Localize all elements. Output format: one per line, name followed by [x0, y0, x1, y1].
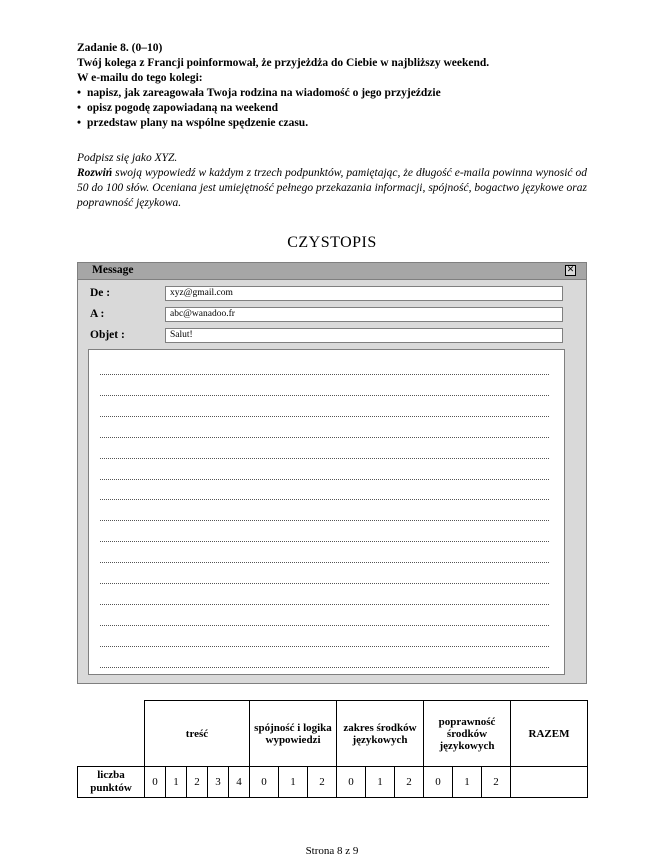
writing-line [100, 625, 549, 626]
writing-line [100, 499, 549, 500]
de-label: De : [90, 287, 111, 299]
header-tresc: treść [145, 701, 250, 767]
objet-label: Objet : [90, 329, 125, 341]
task-bullet: • napisz, jak zareagowała Twoja rodzina na wiadomość o jego przyjeździe [77, 86, 592, 101]
points-cell: 3 [208, 767, 229, 798]
points-cell: 0 [145, 767, 166, 798]
email-window [77, 262, 587, 684]
page-footer: Strona 8 z 9 [305, 845, 359, 857]
message-body-area[interactable] [88, 349, 565, 675]
writing-line [100, 479, 549, 480]
task-heading: Zadanie 8. (0–10) [77, 42, 163, 54]
points-cell: 1 [453, 767, 482, 798]
row-label: liczba punktów [78, 767, 145, 798]
points-cell: 2 [482, 767, 511, 798]
points-cell: 2 [187, 767, 208, 798]
writing-line [100, 437, 549, 438]
razem-cell[interactable] [511, 767, 588, 798]
writing-line [100, 562, 549, 563]
section-title: CZYSTOPIS [287, 234, 377, 251]
writing-line [100, 416, 549, 417]
objet-field[interactable]: Salut! [165, 328, 563, 343]
task-bullet: • przedstaw plany na wspólne spędzenie czasu. [77, 116, 592, 131]
points-cell: 1 [279, 767, 308, 798]
task-intro-1: Twój kolega z Francji poinformował, że przyjeżdża do Ciebie w najbliższy weekend. [77, 57, 490, 69]
instructions-block [77, 151, 587, 211]
writing-line [100, 583, 549, 584]
close-icon[interactable]: ✕ [566, 265, 575, 275]
window-title: Message [92, 264, 134, 276]
a-field[interactable]: abc@wanadoo.fr [165, 307, 563, 322]
task-block [77, 41, 592, 131]
writing-line [100, 395, 549, 396]
score-table [77, 700, 588, 798]
writing-line [100, 604, 549, 605]
task-bullets [77, 86, 592, 131]
writing-line [100, 520, 549, 521]
points-cell: 4 [229, 767, 250, 798]
task-intro-2: W e-mailu do tego kolegi: [77, 72, 203, 84]
points-cell: 0 [250, 767, 279, 798]
points-cell: 0 [424, 767, 453, 798]
points-cell: 2 [395, 767, 424, 798]
points-cell: 1 [366, 767, 395, 798]
header-spojnosc: spójność i logika wypowiedzi [250, 701, 337, 767]
points-cell: 2 [308, 767, 337, 798]
develop-bold: Rozwiń [77, 167, 113, 179]
header-poprawnosc: poprawność środków językowych [424, 701, 511, 767]
writing-line [100, 667, 549, 668]
window-title-bar [78, 263, 586, 280]
a-label: A : [90, 308, 105, 320]
points-cell: 1 [166, 767, 187, 798]
header-razem: RAZEM [511, 701, 588, 767]
empty-corner [78, 701, 145, 767]
de-field[interactable]: xyz@gmail.com [165, 286, 563, 301]
writing-line [100, 458, 549, 459]
writing-line [100, 541, 549, 542]
develop-instruction [77, 166, 587, 211]
sign-instruction: Podpisz się jako XYZ. [77, 152, 178, 164]
develop-text: swoją wypowiedź w każdym z trzech podpunktów, pamiętając, że długość e-maila powinna wynosić od 50 do 100 słów. Oceniana jest umiejętność pełnego przekazania informacji, spójność, bogactwo językowe oraz poprawność językowa. [77, 167, 587, 209]
points-cell: 0 [337, 767, 366, 798]
task-bullet: • opisz pogodę zapowiadaną na weekend [77, 101, 592, 116]
header-zakres: zakres środków językowych [337, 701, 424, 767]
writing-line [100, 646, 549, 647]
writing-line [100, 374, 549, 375]
